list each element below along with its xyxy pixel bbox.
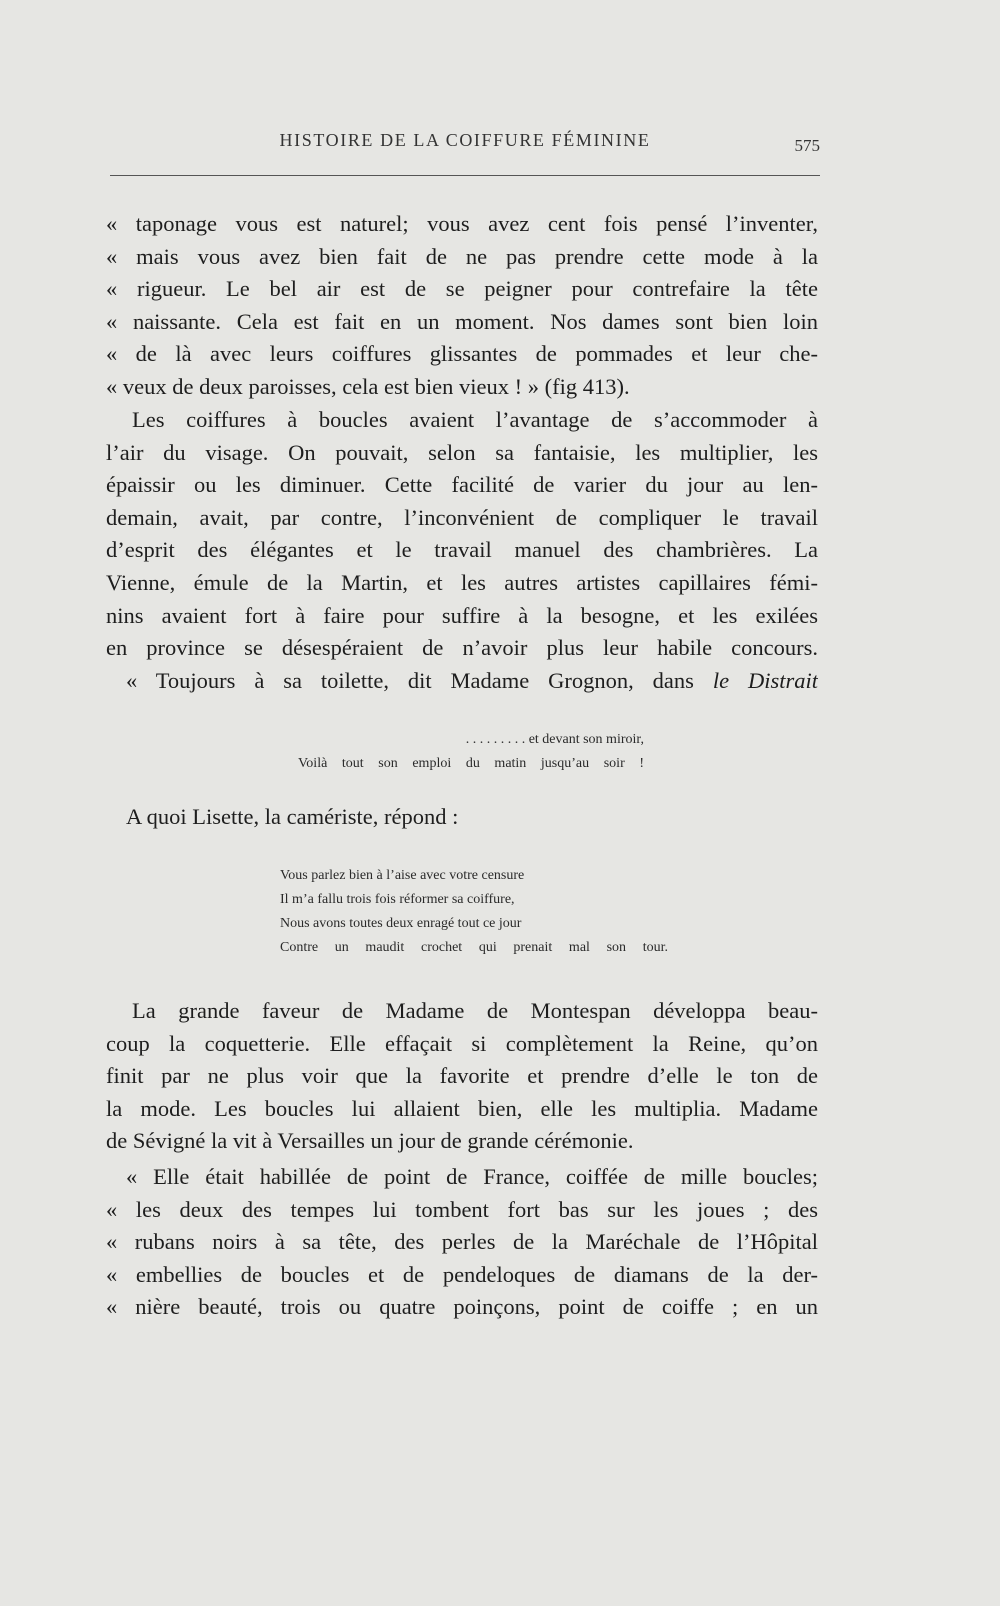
- text-line: « Elle était habillée de point de France, coiffée de mille boucles;: [126, 1164, 818, 1189]
- text-line: « taponage vous est naturel; vous avez cent fois pensé l’inventer,: [106, 211, 818, 236]
- text-line: « embellies de boucles et de pendeloques de diamans de la der-: [106, 1261, 818, 1287]
- quotation-block-1: [106, 208, 818, 404]
- quote-intro-text: « Toujours à sa toilette, dit Madame Grognon, dans: [126, 667, 694, 693]
- running-head-title: HISTOIRE DE LA COIFFURE FÉMININE: [279, 130, 651, 150]
- verse-line: Vous parlez bien à l’aise avec votre censure: [280, 868, 525, 883]
- text-line: Les coiffures à boucles avaient l’avantage de s’accommoder à: [132, 407, 818, 432]
- text-line: coup la coquetterie. Elle effaçait si complètement la Reine, qu’on: [106, 1030, 818, 1056]
- text-line: d’esprit des élégantes et le travail manuel des chambrières. La: [106, 537, 818, 563]
- verse-line: Il m’a fallu trois fois réformer sa coiffure,: [280, 892, 515, 907]
- text-line: la mode. Les boucles lui allaient bien, elle les multiplia. Madame: [106, 1095, 818, 1121]
- verse-block-2: [280, 864, 668, 960]
- verse-line: . . . . . . . . . et devant son miroir,: [465, 732, 644, 747]
- paragraph-boucles: [106, 404, 818, 697]
- header-rule: [110, 175, 820, 176]
- text-line: « rigueur. Le bel air est de se peigner pour contrefaire la tête: [106, 276, 818, 302]
- text-line: « naissante. Cela est fait en un moment. Nos dames sont bien loin: [106, 308, 818, 334]
- verse-line: Nous avons toutes deux enragé tout ce jour: [280, 916, 522, 931]
- verse-block-1: [298, 728, 644, 776]
- text-line: finit par ne plus voir que la favorite et prendre d’elle le ton de: [106, 1063, 818, 1089]
- text-line: de Sévigné la vit à Versailles un jour de grande cérémonie.: [106, 1128, 634, 1154]
- text-line: Vienne, émule de la Martin, et les autres artistes capillaires fémi-: [106, 569, 818, 595]
- text-line: l’air du visage. On pouvait, selon sa fantaisie, les multiplier, les: [106, 439, 818, 465]
- text-line: épaissir ou les diminuer. Cette facilité de varier du jour au len-: [106, 472, 818, 498]
- work-title: le Distrait: [712, 667, 818, 693]
- speech-line: A quoi Lisette, la camériste, répond :: [126, 804, 459, 829]
- text-line: en province se désespéraient de n’avoir plus leur habile concours.: [106, 635, 818, 661]
- verse-line: Contre un maudit crochet qui prenait mal son tour.: [280, 940, 668, 955]
- text-line: « rubans noirs à sa tête, des perles de la Maréchale de l’Hôpital: [106, 1229, 818, 1255]
- page-number: 575: [794, 136, 820, 155]
- quote-intro-line: [106, 665, 818, 698]
- running-head: [110, 130, 820, 164]
- text-line: « mais vous avez bien fait de ne pas prendre cette mode à la: [106, 243, 818, 269]
- text-line: « les deux des tempes lui tombent fort bas sur les joues ; des: [106, 1196, 818, 1222]
- text-line: « veux de deux paroisses, cela est bien vieux ! » (fig 413).: [106, 373, 630, 399]
- verse-line: Voilà tout son emploi du matin jusqu’au soir !: [298, 756, 644, 771]
- paragraph-montespan: [106, 995, 818, 1158]
- text-line: La grande faveur de Madame de Montespan développa beau-: [132, 998, 818, 1023]
- text-line: demain, avait, par contre, l’inconvénient de compliquer le travail: [106, 504, 818, 530]
- text-line: nins avaient fort à faire pour suffire à la besogne, et les exilées: [106, 602, 818, 628]
- text-line: « de là avec leurs coiffures glissantes de pommades et leur che-: [106, 341, 818, 367]
- quotation-sevigne: [106, 1161, 818, 1324]
- text-line: « nière beauté, trois ou quatre poinçons, point de coiffe ; en un: [106, 1294, 818, 1320]
